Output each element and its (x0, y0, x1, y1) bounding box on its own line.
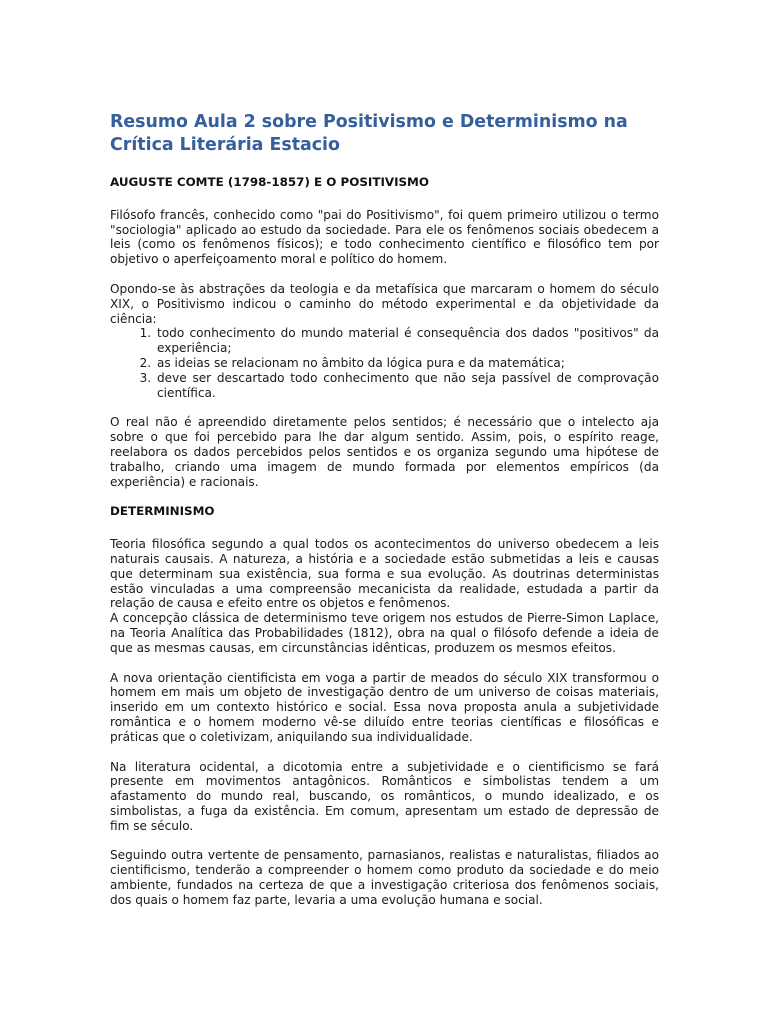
list-item: 3. deve ser descartado todo conhecimento que não seja passível de comprovação científica. (155, 371, 659, 401)
document-page (110, 111, 659, 923)
paragraph-parnasianos: Seguindo outra vertente de pensamento, parnasianos, realistas e naturalistas, filiados ao cientificismo, tenderão a compreender o homem como produto da sociedade e do meio ambiente, fundados na certeza de que a investigação criteriosa dos fenômenos sociais, dos quais o homem faz parte, levaria a uma evolução humana e social. (110, 848, 659, 907)
paragraph-literatura: Na literatura ocidental, a dicotomia entre a subjetividade e o cientificismo se fará presente em movimentos antagônicos. Românticos e simbolistas tendem a um afastamento do mundo real, buscando, os românticos, o mundo idealizado, e os simbolistas, a fuga da existência. Em comum, apresentam um estado de depressão de fim se século. (110, 759, 659, 833)
paragraph-laplace: A concepção clássica de determinismo teve origem nos estudos de Pierre-Simon Laplace, na Teoria Analítica das Probabilidades (1812), obra na qual o filósofo defende a ideia de que as mesmas causas, em circunstâncias idênticas, produzem os mesmos efeitos. (110, 611, 659, 655)
paragraph-cientificismo: A nova orientação cientificista em voga a partir de meados do século XIX transformou o homem em mais um objeto de investigação dentro de um universo de coisas materiais, inserido em um contexto histórico e social. Essa nova proposta anula a subjetividade romântica e o homem moderno vê-se diluído entre teorias científicas e filosóficas e práticas que o coletivizam, aniquilando sua individualidade. (110, 670, 659, 744)
paragraph-positivismo: Opondo-se às abstrações da teologia e da metafísica que marcaram o homem do século XIX, o Positivismo indicou o caminho do método experimental e da objetividade da ciência: (110, 281, 659, 326)
paragraph-real: O real não é apreendido diretamente pelos sentidos; é necessário que o intelecto aja sobre o que foi percebido para lhe dar algum sentido. Assim, pois, o espírito reage, reelabora os dados percebidos pelos sentidos e os organiza segundo uma hipótese de trabalho, criando uma imagem de mundo formada por elementos empíricos (da experiência) e racionais. (110, 415, 659, 489)
positivism-principles-list (110, 326, 659, 400)
paragraph-comte-intro: Filósofo francês, conhecido como "pai do Positivismo", foi quem primeiro utilizou o termo "sociologia" aplicado ao estudo da sociedade. Para ele os fenômenos sociais obedecem a leis (como os fenômenos físicos); e todo conhecimento científico e filosófico tem por objetivo o aperfeiçoamento moral e político do homem. (110, 207, 659, 267)
list-item: 1. todo conhecimento do mundo material é consequência dos dados "positivos" da experiência; (155, 326, 659, 356)
paragraph-determinismo-definition: Teoria filosófica segundo a qual todos os acontecimentos do universo obedecem a leis naturais causais. A natureza, a história e a sociedade estão submetidas a leis e causas que determinam sua existência, sua forma e sua evolução. As doutrinas deterministas estão vinculadas a uma compreensão mecanicista da realidade, estudada a partir da relação de causa e efeito entre os objetos e fenômenos. (110, 537, 659, 611)
list-item: 2. as ideias se relacionam no âmbito da lógica pura e da matemática; (155, 356, 659, 371)
section-heading-determinismo: DETERMINISMO (110, 504, 215, 519)
section-heading-positivismo: AUGUSTE COMTE (1798-1857) E O POSITIVISMO (110, 175, 430, 189)
document-title: Resumo Aula 2 sobre Positivismo e Determinismo na Crítica Literária Estacio (110, 112, 628, 155)
